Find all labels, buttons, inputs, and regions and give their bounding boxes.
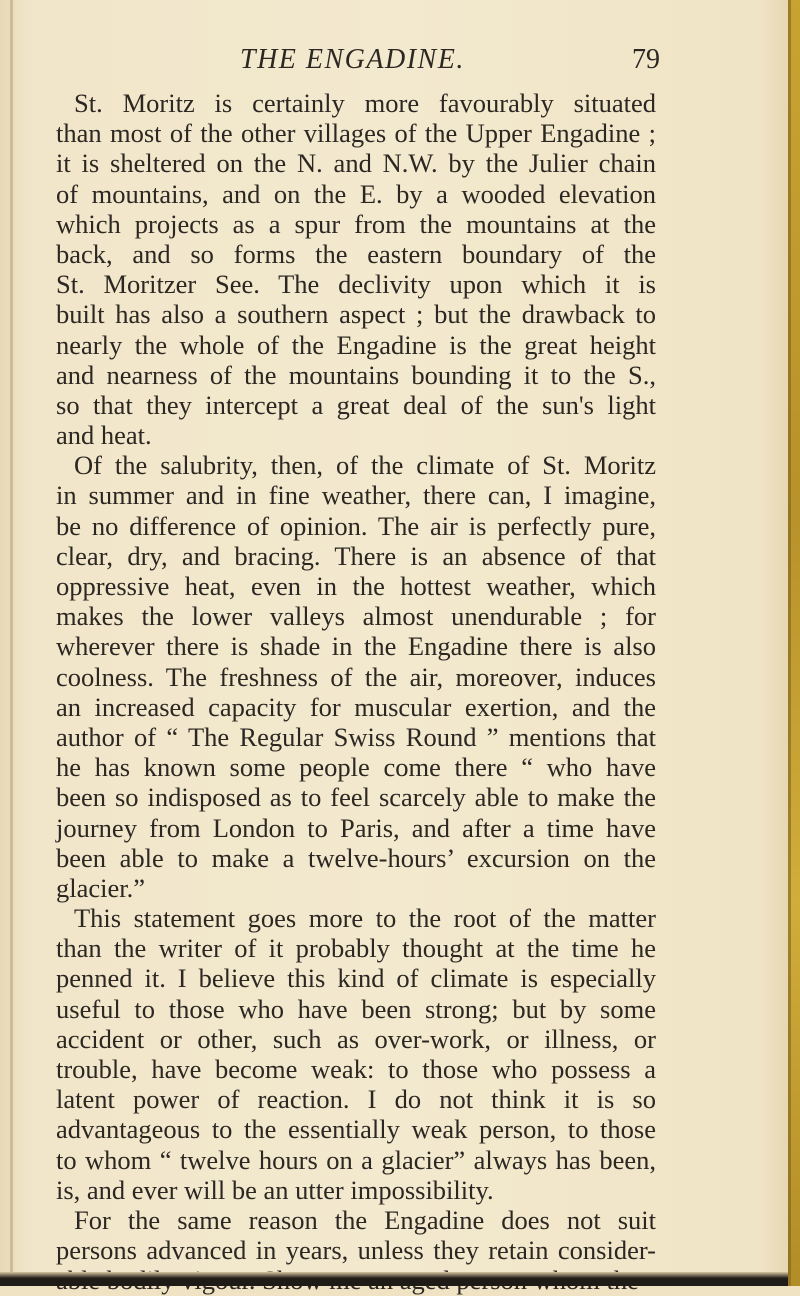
text-line: be no difference of opinion. The air is perfectly pure, [56, 510, 656, 541]
text-line: persons advanced in years, unless they retain consider- [56, 1235, 656, 1266]
page-bottom-edge [0, 1272, 788, 1286]
text-line: This statement goes more to the root of the matter [74, 903, 656, 934]
text-line: built has also a southern aspect ; but the drawback to [56, 299, 656, 330]
text-line: to whom “ twelve hours on a glacier” always has been, [56, 1144, 656, 1175]
text-line: been able to make a twelve-hours’ excursion on the [56, 842, 656, 873]
page-header [60, 44, 660, 84]
text-line: accident or other, such as over-work, or illness, or [56, 1023, 656, 1054]
text-line: latent power of reaction. I do not think it is so [56, 1084, 656, 1115]
text-line: back, and so forms the eastern boundary of the [56, 238, 656, 269]
text-line: coolness. The freshness of the air, moreover, induces [56, 661, 656, 692]
text-line: he has known some people come there “ who have [56, 752, 656, 783]
text-line: Of the salubrity, then, of the climate of St. Moritz [74, 450, 656, 481]
text-line: it is sheltered on the N. and N.W. by the Julier chain [56, 148, 656, 179]
text-line: useful to those who have been strong; but by some [56, 993, 656, 1024]
text-line: which projects as a spur from the mountains at the [56, 208, 656, 239]
text-line: an increased capacity for muscular exertion, and the [56, 691, 656, 722]
text-line: so that they intercept a great deal of the sun's light [56, 389, 656, 420]
page-left-edge [10, 0, 13, 1286]
text-line: nearly the whole of the Engadine is the great height [56, 329, 656, 360]
text-line: than most of the other villages of the Upper Engadine ; [56, 118, 656, 149]
text-line: advantageous to the essentially weak person, to those [56, 1114, 656, 1145]
text-line: author of “ The Regular Swiss Round ” mentions that [56, 721, 656, 752]
text-line: wherever there is shade in the Engadine there is also [56, 631, 656, 662]
text-line: journey from London to Paris, and after a time have [56, 812, 656, 843]
page-number: 79 [632, 44, 660, 75]
text-line: St. Moritz is certainly more favourably situated [74, 88, 656, 118]
text-line: clear, dry, and bracing. There is an absence of that [56, 540, 656, 571]
text-line: than the writer of it probably thought at the time he [56, 933, 656, 964]
text-line: glacier.” [56, 872, 146, 903]
text-line: and nearness of the mountains bounding it to the S., [56, 359, 656, 390]
text-line: and heat. [56, 420, 152, 451]
body-text [56, 88, 656, 1296]
text-line: is, and ever will be an utter impossibility. [56, 1174, 494, 1205]
text-line: in summer and in fine weather, there can, I imagine, [56, 480, 656, 511]
text-line: of mountains, and on the E. by a wooded elevation [56, 178, 656, 209]
text-line: penned it. I believe this kind of climate is especially [56, 963, 656, 994]
running-head: THE ENGADINE. [240, 44, 465, 75]
text-line: makes the lower valleys almost unendurable ; for [56, 601, 656, 632]
text-line: been so indisposed as to feel scarcely able to make the [56, 782, 656, 813]
text-line: trouble, have become weak: to those who possess a [56, 1054, 656, 1084]
text-line: oppressive heat, even in the hottest weather, which [56, 571, 656, 601]
book-spine-edge [788, 0, 800, 1286]
text-line: For the same reason the Engadine does not suit [74, 1204, 656, 1235]
text-line: St. Moritzer See. The declivity upon which it is [56, 269, 656, 300]
